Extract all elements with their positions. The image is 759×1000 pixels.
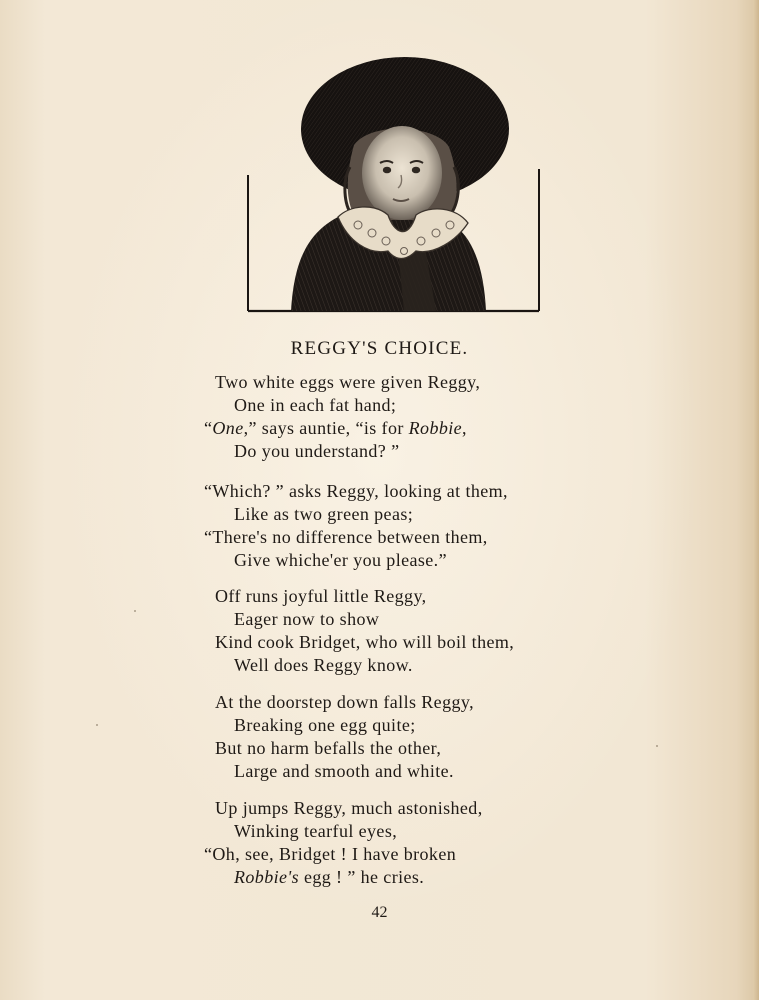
poem-line: Like as two green peas; <box>234 504 414 524</box>
poem-line: Eager now to show <box>234 609 380 629</box>
poem-line: Robbie's egg ! ” he cries. <box>234 867 425 887</box>
page-number: 42 <box>371 904 388 921</box>
child-portrait-engraving <box>246 55 542 315</box>
poem-line: Do you understand? ” <box>234 441 400 461</box>
poem-line: But no harm befalls the other, <box>215 738 442 758</box>
poem-line: Give whiche'er you please.” <box>234 550 447 570</box>
poem-line: “Oh, see, Bridget ! I have broken <box>204 844 457 864</box>
poem-line: Well does Reggy know. <box>234 655 413 675</box>
poem-line: Large and smooth and white. <box>234 761 454 781</box>
poem-line: “One,” says auntie, “is for Robbie, <box>204 418 467 438</box>
page-edge <box>753 0 759 1000</box>
paper-speck <box>134 610 136 612</box>
poem-line: Up jumps Reggy, much astonished, <box>215 798 483 818</box>
paper-speck <box>656 745 658 747</box>
paper-speck <box>96 724 98 726</box>
poem-line: At the doorstep down falls Reggy, <box>215 692 474 712</box>
poem-line: Breaking one egg quite; <box>234 715 416 735</box>
poem-line: One in each fat hand; <box>234 395 397 415</box>
poem-title: REGGY'S CHOICE. <box>290 338 469 359</box>
poem-line: Winking tearful eyes, <box>234 821 398 841</box>
poem-line: “Which? ” asks Reggy, looking at them, <box>204 481 508 501</box>
poem-line: Two white eggs were given Reggy, <box>215 372 481 392</box>
poem-line: Off runs joyful little Reggy, <box>215 586 427 606</box>
poem-line: “There's no difference between them, <box>204 527 488 547</box>
child-portrait-illustration <box>246 55 542 315</box>
poem-line: Kind cook Bridget, who will boil them, <box>215 632 515 652</box>
